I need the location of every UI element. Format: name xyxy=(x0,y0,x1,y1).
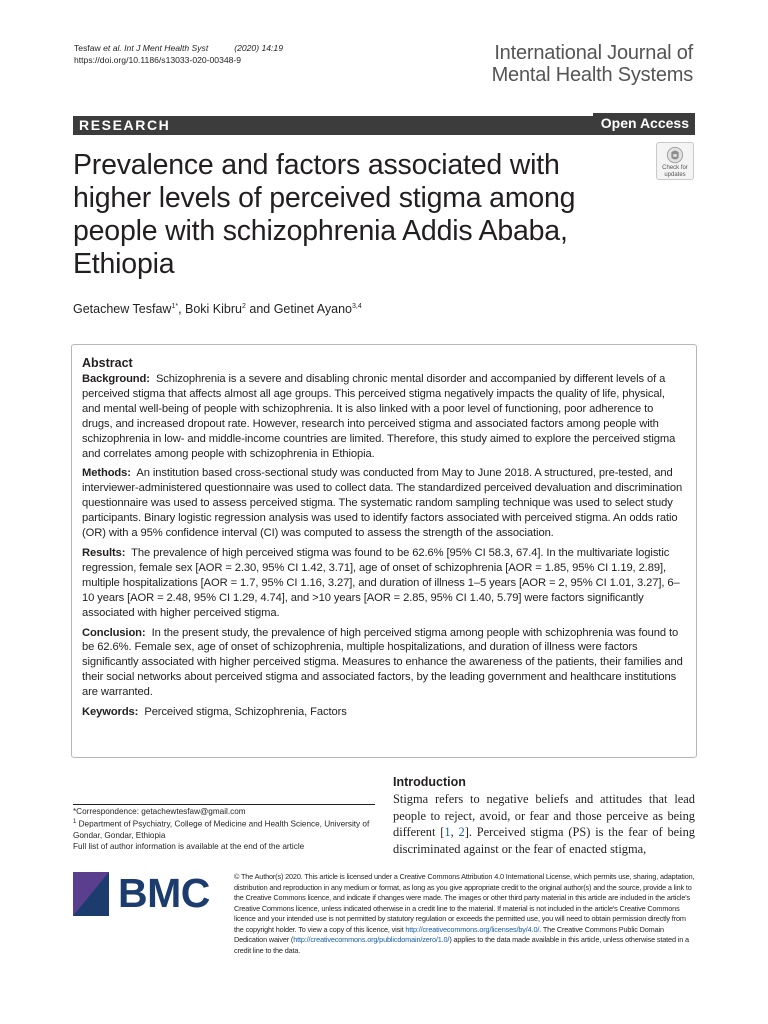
reference-link[interactable]: 1 xyxy=(444,825,451,840)
citation-line xyxy=(74,42,283,54)
citation-authors: Tesfaw xyxy=(74,43,104,53)
check-for-updates-button[interactable] xyxy=(656,142,694,180)
footnotes xyxy=(73,806,375,853)
author-affiliation-sup: 3,4 xyxy=(352,303,362,310)
author-name[interactable]: and Getinet Ayano xyxy=(245,302,352,316)
abstract-conclusion xyxy=(82,626,685,701)
reference-separator: , xyxy=(450,825,459,840)
abstract-keywords xyxy=(82,705,685,720)
journal-name-line2: Mental Health Systems xyxy=(491,64,693,86)
abstract-section-text: An institution based cross-sectional study was conducted from May to June 2018. A structured, pre-tested, and interviewer-administered questionnaire was used to collect data. The standardized perceived devaluation and discrimination questionnaire was used to assess perceived stigma. The systematic random sampling technique was used to select study participants. Binary logistic regression analysis was used to identify factors associated with perceived stigma. An odds ratio (OR) with a 95% confidence interval (CI) was computed to assess the strength of the association. xyxy=(82,467,683,540)
introduction-text-start: Stigma refers to negative beliefs and attitudes that lead people to reject, avoid, or fear and those perceive as being different [ xyxy=(393,792,695,840)
author-list xyxy=(73,299,362,317)
abstract-section-text: In the present study, the prevalence of high perceived stigma among people with schizophrenia was found to be 62.6%. Female sex, age of onset of schizophrenia, multiple hospitalizations, and duration of illness were factors significantly associated with higher perceived stigma. Measures to enhance the awareness of the patients, their families and their social networks about perceived stigma and associated factors, by the leading government and healthcare institutions are warranted. xyxy=(82,626,683,699)
open-access-badge: Open Access xyxy=(593,113,695,135)
bmc-logo-icon xyxy=(73,872,109,916)
bmc-logo[interactable] xyxy=(73,872,215,920)
doi-link[interactable]: https://doi.org/10.1186/s13033-020-00348-9 xyxy=(74,55,242,65)
abstract-box xyxy=(71,344,697,758)
abstract-section-label: Results: xyxy=(82,546,126,559)
check-updates-line2: updates xyxy=(664,172,686,178)
license-text xyxy=(234,872,696,956)
citation-journal: et al. Int J Ment Health Syst xyxy=(103,43,209,53)
abstract-background xyxy=(82,372,685,461)
abstract-results xyxy=(82,546,685,621)
abstract-section-text: The prevalence of high perceived stigma was found to be 62.6% [95% CI 58.3, 67.4]. In the multivariate logistic regression, female sex [AOR = 2.30, 95% CI 1.42, 3.71], age of onset of schizophrenia [AOR = 1.85, 95% CI 1.19, 2.89], multiple hospitalizations [AOR = 1.7, 95% CI 1.16, 3.27], and duration of illness 1–5 years [AOR = 2, 95% CI 1.01, 3.27], 6–10 years [AOR = 2.48, 95% CI 1.29, 4.74], and ˃10 years [AOR = 2.85, 95% CI 1.40, 5.79] were factors significantly associated with higher perceived stigma. xyxy=(82,546,680,619)
introduction-heading: Introduction xyxy=(393,775,466,789)
author-info-note: Full list of author information is available at the end of the article xyxy=(73,842,305,852)
check-updates-icon xyxy=(666,146,684,164)
license-link[interactable]: http://creativecommons.org/licenses/by/4.0/ xyxy=(405,924,540,934)
header-citation xyxy=(74,42,283,66)
affiliation-note xyxy=(73,817,375,841)
affiliation-sup: 1 xyxy=(73,819,77,826)
author-affiliation-sup: 2 xyxy=(241,303,246,310)
affiliation-text: Department of Psychiatry, College of Medicine and Health Science, University of Gondar, Gondar, Ethiopia xyxy=(73,819,370,841)
abstract-section-text: Schizophrenia is a severe and disabling chronic mental disorder and accompanied by different levels of a perceived stigma that affects almost all age groups. This perceived stigma negatively impacts the quality of life, physical, and mental well-being of people with schizophrenia. It is also linked with a poor level of functioning, poor adherence to drugs, and increased dropout rate. However, research into perceived stigma and associated factors among people with schizophrenia in low- and middle-income countries are limited. Therefore, this study aimed to explore the perceived stigma and correlates among people with schizophrenia in Ethiopia. xyxy=(82,373,676,460)
public-domain-link[interactable]: http://creativecommons.org/publicdomain/zero/1.0/ xyxy=(293,935,450,944)
research-banner xyxy=(73,116,695,135)
abstract-methods xyxy=(82,466,685,541)
research-label: RESEARCH xyxy=(79,117,171,133)
author-name[interactable]: , Boki Kibru xyxy=(178,302,242,316)
abstract-section-label: Keywords: xyxy=(82,706,139,719)
abstract-heading: Abstract xyxy=(82,356,133,370)
article-title: Prevalence and factors associated with higher levels of perceived stigma among people with schizophrenia Addis Ababa, Ethiopia xyxy=(73,149,576,280)
introduction-text xyxy=(393,791,695,857)
license-text-part: ) applies to the data made available in this article, unless otherwise stated in a credit line to the data. xyxy=(234,935,689,955)
abstract-section-label: Background: xyxy=(82,373,150,385)
footnote-divider xyxy=(73,804,375,805)
introduction-text-end: ]. Perceived stigma (PS) is the fear of being discriminated against or the fear of enacted stigma, xyxy=(393,825,696,856)
abstract-section-label: Methods: xyxy=(82,467,131,480)
journal-name xyxy=(492,42,693,86)
reference-link[interactable]: 2 xyxy=(458,825,465,840)
check-updates-line1: Check for xyxy=(662,165,688,171)
abstract-content xyxy=(82,355,685,725)
abstract-section-label: Conclusion: xyxy=(82,626,146,639)
abstract-section-text: Perceived stigma, Schizophrenia, Factors xyxy=(144,706,347,719)
bmc-wordmark: BMC xyxy=(118,870,210,916)
journal-name-line1: International Journal of xyxy=(494,42,693,64)
license-text-part: . The Creative Commons Public Domain Dedication waiver ( xyxy=(234,924,664,944)
author-name[interactable]: Getachew Tesfaw xyxy=(73,302,172,316)
author-affiliation-sup: 1* xyxy=(171,303,179,310)
correspondence-note[interactable]: *Correspondence: getachewtesfaw@gmail.com xyxy=(73,807,246,816)
citation-year: (2020) 14:19 xyxy=(234,43,283,53)
license-text-part: © The Author(s) 2020. This article is licensed under a Creative Commons Attribution 4.0 International License, which permits use, sharing, adaptation, distribution and reproduction in any medium or format, as long as you give appropriate credit to the original author(s) and the source, provide a link to the Creative Commons licence, and indicate if changes were made. The images or other third party material in this article are included in the article's Creative Commons licence, unless indicated otherwise in a credit line to the material. If material is not included in the article's Creative Commons licence and your intended use is not permitted by statutory regulation or exceeds the permitted use, you will need to obtain permission directly from the copyright holder. To view a copy of this licence, visit xyxy=(234,872,695,934)
